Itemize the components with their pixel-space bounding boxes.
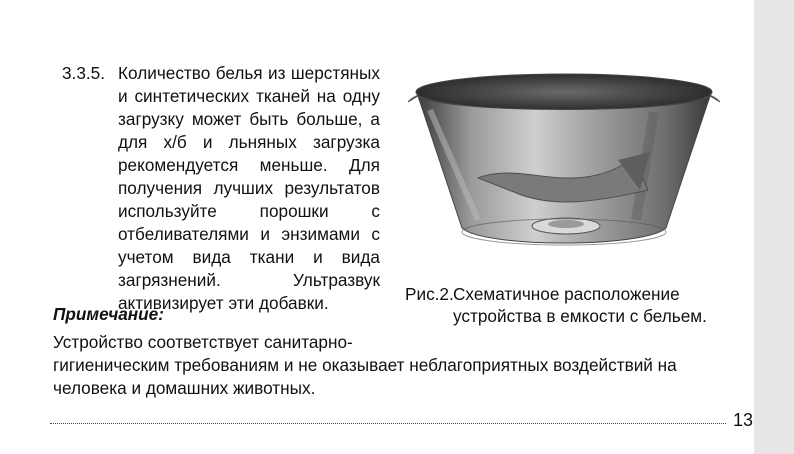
section-number: 3.3.5. [62, 63, 106, 83]
figure-label: Рис.2. [405, 284, 454, 304]
figure-caption-text: Схематичное расположение устройства в емкости с бельем. [453, 284, 707, 326]
footer-dotted-rule [50, 423, 726, 424]
basin-icon [404, 60, 724, 270]
note-text-line1: Устройство соответствует санитарно- [53, 332, 353, 352]
note-text-continued: гигиеническим требованиям и не оказывает неблагоприятных воздействий на человека и домашних животных. [53, 355, 677, 398]
figure-caption [405, 283, 725, 327]
basin-illustration [404, 60, 724, 270]
page-number: 13 [733, 410, 754, 430]
section-3-3-5 [62, 62, 380, 315]
side-margin-strip [754, 0, 794, 454]
note-title: Примечание: [53, 304, 164, 324]
section-text: Количество белья из шерстяных и синтетических тканей на одну загрузку может быть больше, а для х/б и льняных загрузка рекомендуется меньше. Для получения лучших результатов используйте порошки с отбеливателями и энзимами с учетом вида ткани и вида загрязнений. Ультразвук активизирует эти добавки. [118, 63, 380, 313]
